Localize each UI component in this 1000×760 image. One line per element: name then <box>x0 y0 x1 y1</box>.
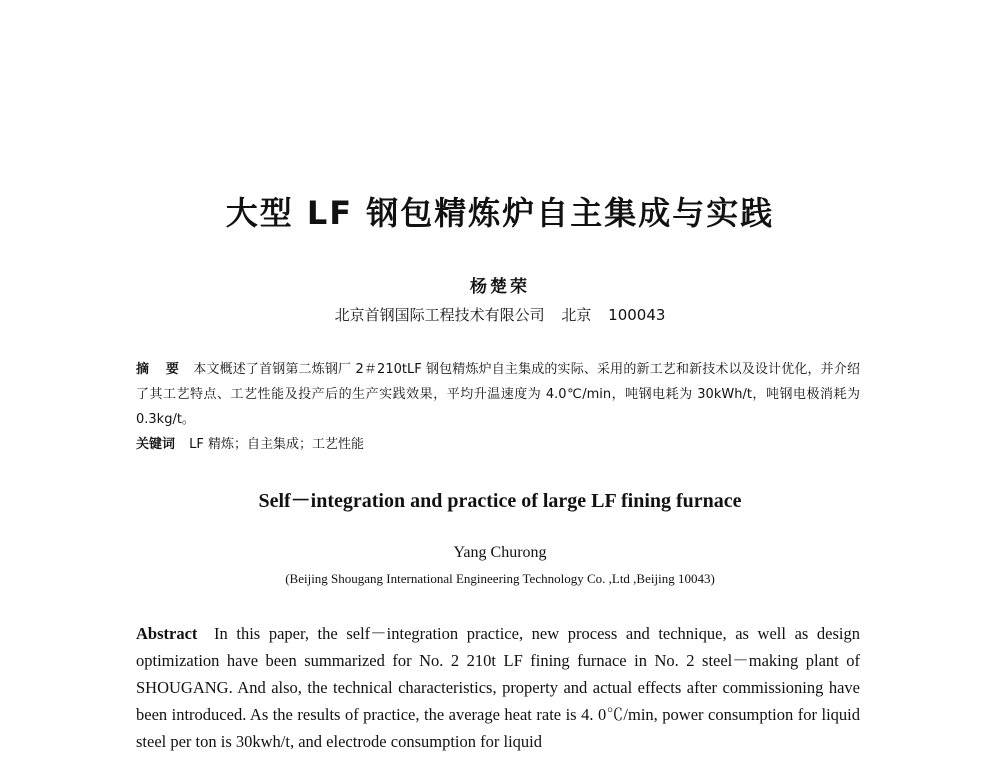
abstract-en-label: Abstract <box>136 624 198 643</box>
keywords-cn <box>136 432 860 457</box>
abstract-en-text: In this paper, the self－integration practice, new process and technique, as well as design optimization have been summarized for No. 2 210t LF fining furnace in No. 2 steel－making plant of SHOUGANG. And also, the technical characteristics, property and actual effects after commissioning have been introduced. As the results of practice, the average heat rate is 4. 0℃/min, power consumption for liquid steel per ton is 30kwh/t, and electrode consumption for liquid <box>136 624 861 751</box>
abstract-cn-text: 本文概述了首钢第二炼钢厂 2＃210tLF 钢包精炼炉自主集成的实际、采用的新工艺和新技术以及设计优化，并介绍了其工艺特点、工艺性能及投产后的生产实践效果，平均升温速度为 4.0℃/min，吨钢电耗为 30kWh/t，吨钢电极消耗为 0.3kg/t。 <box>136 362 860 427</box>
affiliation-postcode-cn: 100043 <box>608 306 666 324</box>
paper-title-en: Self－integration and practice of large LF fining furnace <box>258 490 742 512</box>
keywords-cn-text: LF 精炼；自主集成；工艺性能 <box>189 437 365 452</box>
abstract-cn-label: 摘 要 <box>136 362 185 377</box>
affiliation-city-cn: 北京 <box>561 306 592 324</box>
keywords-cn-label: 关键词 <box>136 437 176 452</box>
affiliation-org-cn: 北京首钢国际工程技术有限公司 <box>334 306 545 324</box>
author-name-en: Yang Churong <box>453 544 547 561</box>
affiliation-en: (Beijing Shougang International Engineering Technology Co. ,Ltd ,Beijing 10043) <box>285 571 715 586</box>
abstract-en <box>136 620 860 755</box>
affiliation-cn <box>0 304 1000 325</box>
paper-title-cn: 大型 LF 钢包精炼炉自主集成与实践 <box>225 194 775 232</box>
author-name-cn: 杨楚荣 <box>470 277 530 297</box>
abstract-cn <box>136 357 860 432</box>
